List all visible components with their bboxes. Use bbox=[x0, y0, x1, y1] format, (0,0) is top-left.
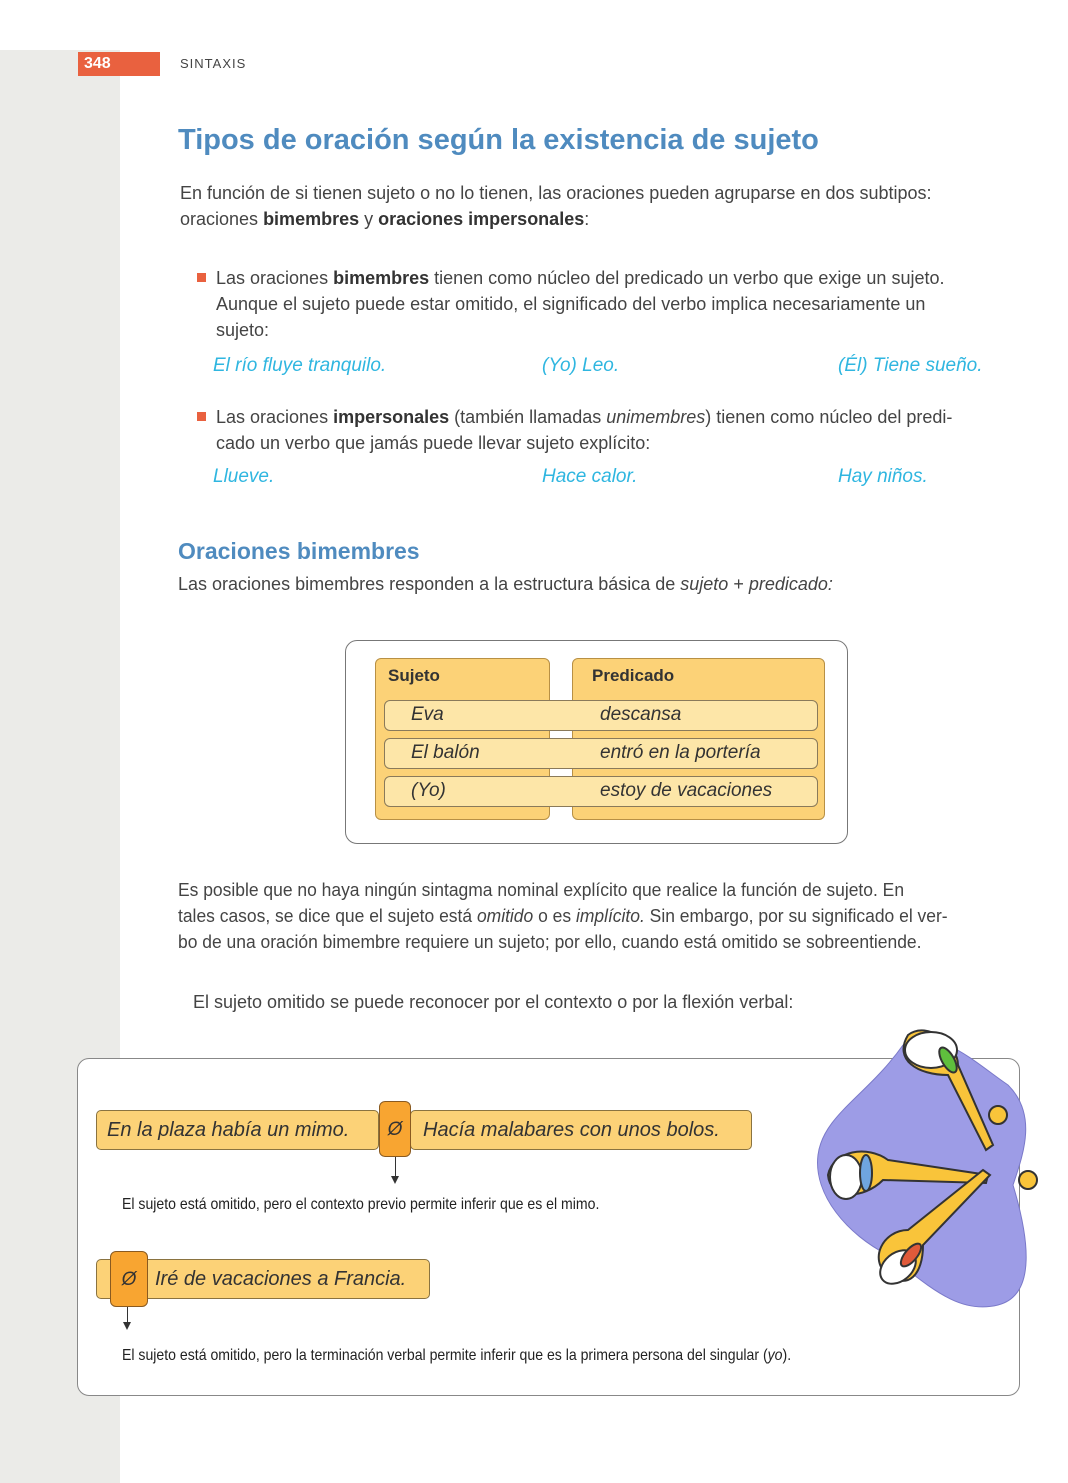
bullet-square-icon bbox=[197, 412, 206, 421]
juggling-pins-illustration bbox=[808, 1005, 1040, 1315]
bullet2-text: ) tienen como núcleo del predi- bbox=[705, 407, 953, 427]
bullet2-paragraph bbox=[216, 404, 1026, 456]
term-omitido: omitido bbox=[476, 906, 534, 926]
term-implicito: implícito. bbox=[575, 906, 645, 926]
omitted-text: Sin embargo, por su significado el ver- bbox=[644, 906, 948, 926]
omitted-text: Es posible que no haya ningún sintagma nominal explícito que realice la función de sujeto. En bbox=[178, 880, 905, 900]
down-arrow-icon bbox=[127, 1307, 128, 1323]
down-arrow-icon bbox=[391, 1176, 399, 1184]
bullet1-text: Las oraciones bbox=[216, 268, 334, 288]
row-subject: Eva bbox=[411, 704, 444, 725]
intro-line-1: En función de si tienen sujeto o no lo tienen, las oraciones pueden agruparse en dos subtipos: bbox=[180, 183, 932, 203]
term-bimembres: bimembres bbox=[263, 209, 360, 229]
page-title: Tipos de oración según la existencia de sujeto bbox=[178, 124, 819, 156]
desc-text: Las oraciones bimembres responden a la estructura básica de bbox=[178, 574, 681, 594]
down-arrow-icon bbox=[123, 1322, 131, 1330]
term-sujeto: sujeto bbox=[680, 574, 729, 594]
bullet-square-icon bbox=[197, 273, 206, 282]
example-bimembre-2: (Yo) Leo. bbox=[542, 355, 620, 376]
term-impersonales: impersonales bbox=[333, 407, 450, 427]
omitted-paragraph bbox=[178, 877, 1003, 955]
omitted-text: o es bbox=[533, 906, 576, 926]
page-number: 348 bbox=[78, 52, 160, 76]
example-impersonal-2: Hace calor. bbox=[542, 466, 638, 487]
example-impersonal-1: Llueve. bbox=[213, 466, 275, 487]
caption-text: ). bbox=[782, 1347, 792, 1364]
null-subject-marker: Ø bbox=[110, 1251, 148, 1307]
page-top-margin bbox=[0, 0, 1068, 50]
bullet2-text: Las oraciones bbox=[216, 407, 334, 427]
bullet1-text: Aunque el sujeto puede estar omitido, el significado del verbo implica necesariamente un bbox=[216, 294, 926, 314]
bullet1-text: tienen como núcleo del predicado un verbo que exige un sujeto. bbox=[429, 268, 945, 288]
desc-text: + bbox=[728, 574, 749, 594]
down-arrow-icon bbox=[395, 1157, 396, 1177]
row-predicate: entró en la portería bbox=[600, 742, 761, 763]
term-yo: yo bbox=[767, 1347, 783, 1364]
row-predicate: estoy de vacaciones bbox=[600, 780, 773, 801]
row-subject: (Yo) bbox=[411, 780, 446, 801]
intro-text: oraciones bbox=[180, 209, 264, 229]
sentence-verbal: Iré de vacaciones a Francia. bbox=[96, 1259, 430, 1299]
term-bimembres: bimembres bbox=[333, 268, 430, 288]
bullet2-text: (también llamadas bbox=[449, 407, 607, 427]
caption-context: El sujeto está omitido, pero el contexto previo permite inferir que es el mimo. bbox=[122, 1196, 600, 1213]
caption-text: El sujeto está omitido, pero la terminación verbal permite inferir que es la primera persona del singular ( bbox=[122, 1347, 768, 1364]
intro-paragraph bbox=[180, 180, 932, 232]
subject-header: Sujeto bbox=[388, 666, 440, 685]
row-subject: El balón bbox=[411, 742, 480, 763]
bullet2-text: cado un verbo que jamás puede llevar sujeto explícito: bbox=[216, 433, 651, 453]
term-unimembres: unimembres bbox=[606, 407, 706, 427]
omitted-recognition-line: El sujeto omitido se puede reconocer por el contexto o por la flexión verbal: bbox=[193, 992, 794, 1012]
predicate-header: Predicado bbox=[592, 666, 675, 685]
bullet1-paragraph bbox=[216, 265, 1026, 343]
sentence-context-a: En la plaza había un mimo. bbox=[96, 1110, 379, 1150]
omitted-text: tales casos, se dice que el sujeto está bbox=[178, 906, 477, 926]
example-impersonal-3: Hay niños. bbox=[838, 466, 928, 487]
row-predicate: descansa bbox=[600, 704, 682, 725]
bullet1-text: sujeto: bbox=[216, 320, 270, 340]
intro-text: y bbox=[359, 209, 379, 229]
term-predicado: predicado: bbox=[748, 574, 833, 594]
section-label: SINTAXIS bbox=[180, 56, 247, 71]
omitted-text: bo de una oración bimembre requiere un sujeto; por ello, cuando está omitido se sobreentiende. bbox=[178, 932, 922, 952]
bimembres-description bbox=[178, 571, 833, 597]
caption-verbal bbox=[122, 1347, 791, 1365]
term-impersonales: oraciones impersonales bbox=[378, 209, 585, 229]
example-bimembre-3: (Él) Tiene sueño. bbox=[838, 355, 983, 376]
null-subject-marker: Ø bbox=[379, 1101, 411, 1157]
sentence-context-b: Hacía malabares con unos bolos. bbox=[410, 1110, 752, 1150]
example-bimembre-1: El río fluye tranquilo. bbox=[213, 355, 387, 376]
section-subtitle: Oraciones bimembres bbox=[178, 538, 420, 564]
intro-text: : bbox=[584, 209, 590, 229]
